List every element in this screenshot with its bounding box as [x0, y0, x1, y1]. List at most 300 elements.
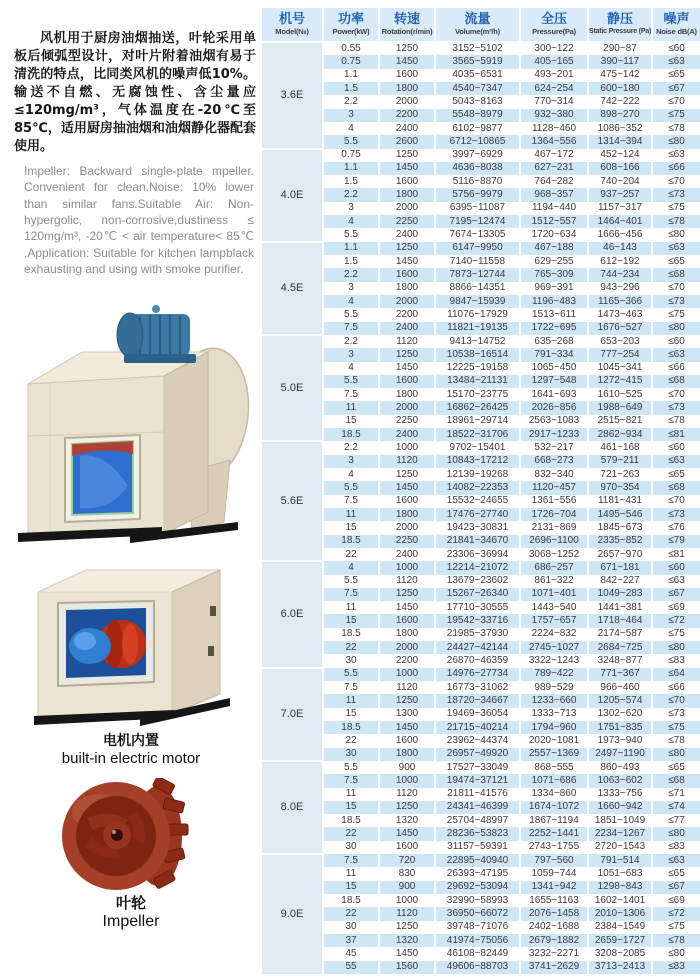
table-row [262, 428, 700, 441]
model-cell: 4.0E [262, 149, 323, 242]
spec-value: ≤63 [652, 348, 700, 361]
spec-value: 1655~1163 [520, 894, 588, 907]
spec-value: 1128~460 [520, 122, 588, 135]
spec-value: 2917~1233 [520, 428, 588, 441]
impeller-photo [58, 778, 202, 896]
table-row [262, 455, 700, 468]
spec-value: 55 [323, 961, 379, 974]
spec-value: 600~180 [588, 82, 652, 95]
spec-value: 1718~464 [588, 614, 652, 627]
table-row [262, 774, 700, 787]
spec-value: 15170~23775 [435, 388, 520, 401]
spec-value: ≤70 [652, 282, 700, 295]
col-header-volume-zh: 流量 [464, 11, 491, 27]
spec-value: 18720~34667 [435, 694, 520, 707]
spec-value: 5043~8163 [435, 95, 520, 108]
spec-value: 2600 [379, 135, 435, 148]
spec-value: 1443~540 [520, 601, 588, 614]
spec-value: 2684~725 [588, 641, 652, 654]
spec-value: 1086~352 [588, 122, 652, 135]
spec-value: 28236~53823 [435, 827, 520, 840]
spec-value: ≤64 [652, 668, 700, 681]
table-row [262, 628, 700, 641]
spec-value: 1751~835 [588, 721, 652, 734]
spec-value: 1720~634 [520, 228, 588, 241]
spec-value: 579~211 [588, 455, 652, 468]
col-header-pressure-en: Pressure(Pa) [532, 27, 576, 37]
spec-value: ≤80 [652, 322, 700, 335]
spec-value: 2745~1027 [520, 641, 588, 654]
spec-value: 1600 [379, 268, 435, 281]
left-panel [0, 0, 262, 978]
spec-value: ≤75 [652, 921, 700, 934]
spec-value: 4636~8038 [435, 162, 520, 175]
spec-value: 1302~620 [588, 708, 652, 721]
spec-value: 7873~12744 [435, 268, 520, 281]
col-header-noise [652, 8, 700, 42]
spec-value: 937~257 [588, 188, 652, 201]
impeller-caption-en: Impeller [102, 913, 160, 930]
impeller-caption-zh: 叶轮 [115, 894, 146, 912]
spec-value: 467~188 [520, 242, 588, 255]
spec-value: 16773~31062 [435, 681, 520, 694]
spec-value: 627~231 [520, 162, 588, 175]
table-row [262, 907, 700, 920]
spec-value: ≤78 [652, 215, 700, 228]
spec-value: 1205~574 [588, 694, 652, 707]
col-header-rotation [379, 8, 435, 42]
spec-value: ≤80 [652, 228, 700, 241]
spec-value: 36950~66072 [435, 907, 520, 920]
spec-value: 11821~19135 [435, 322, 520, 335]
spec-value: 1120 [379, 575, 435, 588]
spec-value: 1364~556 [520, 135, 588, 148]
spec-value: 5.5 [323, 375, 379, 388]
spec-value: ≤80 [652, 827, 700, 840]
spec-value: 2400 [379, 428, 435, 441]
spec-value: 7.5 [323, 322, 379, 335]
spec-value: ≤78 [652, 734, 700, 747]
spec-value: 1000 [379, 668, 435, 681]
spec-value: ≤70 [652, 388, 700, 401]
spec-value: 900 [379, 761, 435, 774]
col-header-pressure [520, 8, 588, 42]
spec-value: 5.5 [323, 575, 379, 588]
spec-value: 832~340 [520, 468, 588, 481]
spec-value: ≤75 [652, 202, 700, 215]
table-row [262, 362, 700, 375]
table-row [262, 388, 700, 401]
spec-value: ≤73 [652, 295, 700, 308]
spec-value: 1600 [379, 375, 435, 388]
spec-value: 4 [323, 295, 379, 308]
spec-value: ≤70 [652, 95, 700, 108]
spec-value: 2224~832 [520, 628, 588, 641]
spec-value: 23306~36994 [435, 548, 520, 561]
spec-value: ≤66 [652, 162, 700, 175]
spec-value: 6147~9950 [435, 242, 520, 255]
spec-value: 3741~2629 [520, 961, 588, 974]
spec-value: 2400 [379, 548, 435, 561]
spec-value: 2862~934 [588, 428, 652, 441]
spec-value: 608~166 [588, 162, 652, 175]
spec-value: 532~217 [520, 441, 588, 454]
spec-value: 2000 [379, 95, 435, 108]
table-row [262, 801, 700, 814]
spec-value: 2250 [379, 535, 435, 548]
table-row [262, 788, 700, 801]
spec-value: 1641~693 [520, 388, 588, 401]
spec-value: 1495~546 [588, 508, 652, 521]
spec-value: 1464~401 [588, 215, 652, 228]
spec-value: 1.5 [323, 255, 379, 268]
spec-value: 1666~456 [588, 228, 652, 241]
spec-value: 46108~82449 [435, 947, 520, 960]
spec-value: 1660~942 [588, 801, 652, 814]
spec-value: 791~514 [588, 854, 652, 867]
spec-value: 12225~19158 [435, 362, 520, 375]
spec-value: 1298~843 [588, 881, 652, 894]
spec-value: 12214~21072 [435, 561, 520, 574]
spec-value: 1450 [379, 362, 435, 375]
spec-value: 1300 [379, 708, 435, 721]
col-header-power [323, 8, 379, 42]
spec-value: ≤65 [652, 761, 700, 774]
spec-value: 860~493 [588, 761, 652, 774]
spec-value: 1513~611 [520, 308, 588, 321]
spec-value: 966~460 [588, 681, 652, 694]
spec-value: 932~380 [520, 109, 588, 122]
spec-value: ≤83 [652, 654, 700, 667]
spec-value: 2743~1755 [520, 841, 588, 854]
spec-value: 943~296 [588, 282, 652, 295]
spec-value: ≤80 [652, 947, 700, 960]
spec-value: 6712~10865 [435, 135, 520, 148]
table-row [262, 841, 700, 854]
spec-value: 1800 [379, 748, 435, 761]
spec-value: 1157~317 [588, 202, 652, 215]
spec-value: 15 [323, 881, 379, 894]
spec-value: 1059~744 [520, 867, 588, 880]
table-row [262, 614, 700, 627]
table-row [262, 162, 700, 175]
spec-value: 5548~8979 [435, 109, 520, 122]
spec-value: 2250 [379, 215, 435, 228]
table-row [262, 734, 700, 747]
spec-value: 2563~1083 [520, 415, 588, 428]
table-row [262, 308, 700, 321]
spec-value: 19469~36054 [435, 708, 520, 721]
spec-value: ≤66 [652, 681, 700, 694]
spec-value: 493~201 [520, 69, 588, 82]
spec-value: 1120 [379, 681, 435, 694]
spec-value: 6395~11087 [435, 202, 520, 215]
spec-value: 1250 [379, 42, 435, 55]
spec-value: 2.2 [323, 335, 379, 348]
spec-value: 18.5 [323, 814, 379, 827]
spec-value: 2131~869 [520, 521, 588, 534]
spec-value: ≤68 [652, 481, 700, 494]
spec-value: 1250 [379, 468, 435, 481]
spec-value: 5756~9979 [435, 188, 520, 201]
table-row [262, 468, 700, 481]
spec-value: 1320 [379, 814, 435, 827]
table-row [262, 401, 700, 414]
spec-value: 390~117 [588, 55, 652, 68]
spec-value: 2000 [379, 295, 435, 308]
model-cell: 4.5E [262, 242, 323, 335]
table-row [262, 188, 700, 201]
spec-value: ≤83 [652, 961, 700, 974]
table-header-row [262, 8, 700, 42]
spec-value: 19474~37121 [435, 774, 520, 787]
spec-value: 4540~7347 [435, 82, 520, 95]
spec-value: 11 [323, 694, 379, 707]
table-row [262, 215, 700, 228]
model-cell: 5.6E [262, 441, 323, 561]
spec-value: 22895~40940 [435, 854, 520, 867]
spec-value: 7.5 [323, 681, 379, 694]
spec-value: 2000 [379, 641, 435, 654]
table-row [262, 668, 700, 681]
table-row [262, 508, 700, 521]
spec-value: 17710~30555 [435, 601, 520, 614]
spec-value: 30 [323, 921, 379, 934]
spec-value: 1560 [379, 961, 435, 974]
spec-value: 1800 [379, 508, 435, 521]
spec-value: 1194~440 [520, 202, 588, 215]
spec-value: ≤63 [652, 149, 700, 162]
spec-value: 2497~1190 [588, 748, 652, 761]
spec-value: ≤60 [652, 42, 700, 55]
spec-value: 1450 [379, 601, 435, 614]
spec-value: 5.5 [323, 135, 379, 148]
table-row [262, 149, 700, 162]
table-row [262, 122, 700, 135]
spec-value: 1600 [379, 841, 435, 854]
spec-value: 23962~44374 [435, 734, 520, 747]
spec-value: 290~87 [588, 42, 652, 55]
spec-value: 2335~852 [588, 535, 652, 548]
spec-value: ≤71 [652, 788, 700, 801]
spec-value: 4 [323, 215, 379, 228]
spec-value: 37 [323, 934, 379, 947]
spec-value: 1320 [379, 934, 435, 947]
spec-value: 764~282 [520, 175, 588, 188]
spec-value: 1250 [379, 694, 435, 707]
spec-value: 742~222 [588, 95, 652, 108]
spec-value: 1272~415 [588, 375, 652, 388]
spec-value: 1800 [379, 82, 435, 95]
table-row [262, 42, 700, 55]
fan-external-motor-photo [10, 286, 250, 544]
spec-value: 22 [323, 907, 379, 920]
spec-value: 970~354 [588, 481, 652, 494]
spec-value: 5.5 [323, 481, 379, 494]
spec-value: 1610~525 [588, 388, 652, 401]
spec-value: 15267~26340 [435, 588, 520, 601]
spec-value: 653~203 [588, 335, 652, 348]
model-cell: 7.0E [262, 668, 323, 761]
spec-value: 1071~686 [520, 774, 588, 787]
spec-value: 46~143 [588, 242, 652, 255]
model-cell: 3.6E [262, 42, 323, 149]
col-header-pressure-zh: 全压 [540, 11, 567, 27]
spec-value: 791~334 [520, 348, 588, 361]
spec-value: 898~270 [588, 109, 652, 122]
col-header-static-pressure-en: Static Pressure (Pa) [589, 27, 652, 35]
spec-value: 1988~649 [588, 401, 652, 414]
spec-value: 45 [323, 947, 379, 960]
spec-value: 2557~1369 [520, 748, 588, 761]
spec-value: 1071~401 [520, 588, 588, 601]
spec-value: 31157~59391 [435, 841, 520, 854]
spec-value: 1674~1072 [520, 801, 588, 814]
col-header-static-pressure-zh: 静压 [606, 11, 633, 27]
spec-value: 15 [323, 801, 379, 814]
spec-value: 17527~33049 [435, 761, 520, 774]
spec-value: 24427~42144 [435, 641, 520, 654]
spec-value: 1441~381 [588, 601, 652, 614]
spec-value: 969~391 [520, 282, 588, 295]
spec-value: 21811~41576 [435, 788, 520, 801]
table-row [262, 268, 700, 281]
model-cell: 8.0E [262, 761, 323, 854]
spec-value: 1450 [379, 255, 435, 268]
spec-value: 1473~463 [588, 308, 652, 321]
spec-value: 1250 [379, 348, 435, 361]
spec-value: 1165~366 [588, 295, 652, 308]
spec-value: 1450 [379, 827, 435, 840]
spec-value: 1341~942 [520, 881, 588, 894]
spec-value: ≤63 [652, 55, 700, 68]
spec-value: 1250 [379, 149, 435, 162]
spec-value: 1867~1194 [520, 814, 588, 827]
spec-value: 2174~587 [588, 628, 652, 641]
spec-value: 1196~483 [520, 295, 588, 308]
spec-value: 3232~2271 [520, 947, 588, 960]
spec-value: 7.5 [323, 588, 379, 601]
spec-value: ≤67 [652, 881, 700, 894]
spec-value: 740~204 [588, 175, 652, 188]
spec-value: 11 [323, 788, 379, 801]
spec-value: 7.5 [323, 495, 379, 508]
table-row [262, 242, 700, 255]
table-row [262, 748, 700, 761]
spec-value: 2657~970 [588, 548, 652, 561]
spec-value: ≤73 [652, 508, 700, 521]
spec-value: ≤63 [652, 575, 700, 588]
model-cell: 6.0E [262, 561, 323, 668]
spec-value: 3 [323, 202, 379, 215]
spec-value: 9702~15401 [435, 441, 520, 454]
spec-value: 1600 [379, 734, 435, 747]
col-header-noise-en: Noise dB(A) [656, 27, 697, 37]
spec-value: ≤68 [652, 774, 700, 787]
table-row [262, 441, 700, 454]
spec-value: 15 [323, 708, 379, 721]
table-row [262, 827, 700, 840]
spec-value: ≤68 [652, 268, 700, 281]
spec-value: 1.5 [323, 175, 379, 188]
spec-value: 12139~19268 [435, 468, 520, 481]
spec-value: 1297~548 [520, 375, 588, 388]
spec-value: 11 [323, 401, 379, 414]
spec-value: 1676~527 [588, 322, 652, 335]
spec-value: 2402~1688 [520, 921, 588, 934]
fan-built-in-motor-illustration [22, 546, 244, 726]
model-cell: 9.0E [262, 854, 323, 974]
spec-value: 30 [323, 654, 379, 667]
table-row [262, 135, 700, 148]
table-row [262, 415, 700, 428]
spec-value: 671~181 [588, 561, 652, 574]
spec-value: 1600 [379, 69, 435, 82]
spec-value: 3068~1252 [520, 548, 588, 561]
spec-value: 1000 [379, 561, 435, 574]
spec-value: 8866~14351 [435, 282, 520, 295]
table-row [262, 641, 700, 654]
spec-value: 2000 [379, 521, 435, 534]
spec-value: 17476~27740 [435, 508, 520, 521]
spec-value: 7195~12474 [435, 215, 520, 228]
table-row [262, 228, 700, 241]
spec-value: 686~257 [520, 561, 588, 574]
spec-value: 15 [323, 415, 379, 428]
spec-value: ≤68 [652, 375, 700, 388]
spec-value: ≤75 [652, 628, 700, 641]
spec-value: 15 [323, 614, 379, 627]
spec-value: 1.1 [323, 162, 379, 175]
spec-value: 624~254 [520, 82, 588, 95]
spec-value: 612~192 [588, 255, 652, 268]
spec-value: 989~529 [520, 681, 588, 694]
spec-value: 7674~13305 [435, 228, 520, 241]
spec-value: ≤65 [652, 69, 700, 82]
spec-value: 842~227 [588, 575, 652, 588]
table-row [262, 255, 700, 268]
table-row [262, 481, 700, 494]
spec-value: 11076~17929 [435, 308, 520, 321]
spec-value: 13484~21131 [435, 375, 520, 388]
spec-value: 16862~26425 [435, 401, 520, 414]
spec-value: 1845~673 [588, 521, 652, 534]
spec-value: 1600 [379, 175, 435, 188]
table-row [262, 867, 700, 880]
spec-value: 1726~704 [520, 508, 588, 521]
spec-value: 22 [323, 548, 379, 561]
spec-value: ≤72 [652, 907, 700, 920]
spec-value: 4 [323, 561, 379, 574]
table-row [262, 588, 700, 601]
spec-value: 2696~1100 [520, 535, 588, 548]
spec-value: 3152~5102 [435, 42, 520, 55]
spec-value: 4 [323, 122, 379, 135]
spec-value: 1450 [379, 162, 435, 175]
table-row [262, 601, 700, 614]
table-row [262, 375, 700, 388]
spec-value: 1065~450 [520, 362, 588, 375]
spec-value: 771~367 [588, 668, 652, 681]
spec-value: 1250 [379, 588, 435, 601]
spec-value: 2400 [379, 228, 435, 241]
table-row [262, 721, 700, 734]
spec-value: 2252~1441 [520, 827, 588, 840]
table-row [262, 708, 700, 721]
spec-value: 11 [323, 867, 379, 880]
spec-value: 830 [379, 867, 435, 880]
spec-value: 629~255 [520, 255, 588, 268]
